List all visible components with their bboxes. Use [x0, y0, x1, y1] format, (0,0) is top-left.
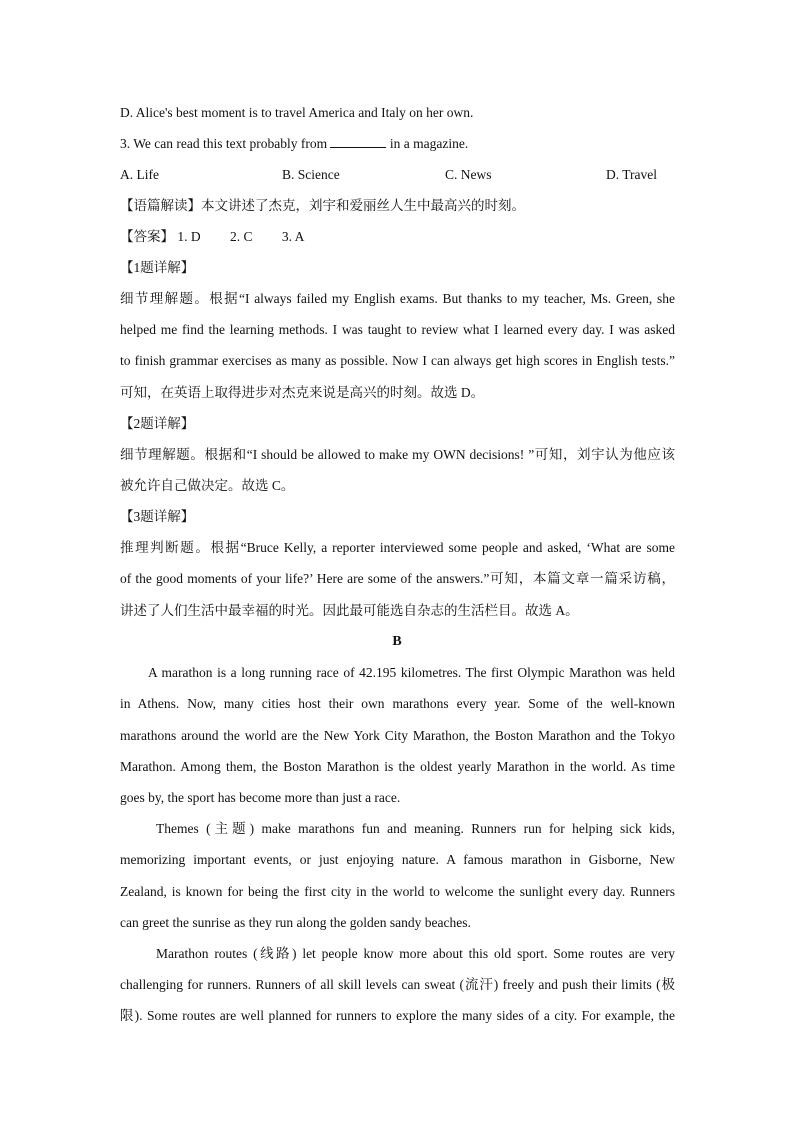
question-3-stem-before: 3. We can read this text probably from	[120, 136, 331, 151]
passage-b-paragraph-3-line: Marathon routes (线路) let people know more about this old sport. Some routes are very	[156, 946, 675, 961]
answer-3: 3. A	[281, 229, 305, 244]
answer-1: 1. D	[177, 229, 201, 244]
question-3-option-d: D. Travel	[606, 167, 658, 182]
detail-3-line: 推理判断题。根据“Bruce Kelly, a reporter interviewed some people and asked, ‘What are some	[120, 540, 675, 555]
detail-2-heading: 【2题详解】	[120, 416, 195, 431]
detail-3-heading: 【3题详解】	[120, 509, 195, 524]
detail-2-line: 细节理解题。根据和“I should be allowed to make my OWN decisions! ”可知，刘宇认为他应该	[120, 447, 675, 462]
passage-b-paragraph-2-line: Zealand, is known for being the first city in the world to welcome the sunlight every day. Runners	[120, 884, 675, 899]
question-3-stem	[120, 134, 675, 154]
question-3-option-a: A. Life	[120, 167, 159, 182]
detail-1-line: to finish grammar exercises as many as possible. Now I can always get high scores in English tests.”	[120, 353, 675, 368]
answer-line	[120, 227, 675, 247]
answer-blank	[330, 135, 386, 148]
passage-b-paragraph-1-line: marathons around the world are the New York City Marathon, the Boston Marathon and the Tokyo	[120, 728, 675, 743]
question-2-option-d: D. Alice's best moment is to travel America and Italy on her own.	[120, 105, 474, 120]
detail-2-line: 被允许自己做决定。故选 C。	[120, 478, 295, 493]
detail-1-heading: 【1题详解】	[120, 260, 195, 275]
question-3-option-b: B. Science	[282, 167, 340, 182]
detail-1-line: 可知，在英语上取得进步对杰克来说是高兴的时刻。故选 D。	[120, 385, 485, 400]
passage-b-paragraph-2-line: can greet the sunrise as they run along the golden sandy beaches.	[120, 915, 471, 930]
passage-b-paragraph-1-line: A marathon is a long running race of 42.195 kilometres. The first Olympic Marathon was held	[148, 665, 675, 680]
detail-1-line: helped me find the learning methods. I was taught to review what I learned every day. I was asked	[120, 322, 675, 337]
passage-b-paragraph-2-line: memorizing important events, or just enjoying nature. A famous marathon in Gisborne, New	[120, 852, 675, 867]
passage-b-paragraph-1-line: goes by, the sport has become more than just a race.	[120, 790, 401, 805]
passage-b-paragraph-3-line: 限). Some routes are well planned for runners to explore the many sides of a city. For example, the	[120, 1008, 675, 1023]
detail-1-line: 细节理解题。根据“I always failed my English exams. But thanks to my teacher, Ms. Green, she	[120, 291, 675, 306]
passage-reading-summary: 【语篇解读】本文讲述了杰克，刘宇和爱丽丝人生中最高兴的时刻。	[120, 198, 525, 213]
answer-2: 2. C	[230, 229, 253, 244]
question-3-stem-after: in a magazine.	[386, 136, 469, 151]
detail-3-line: of the good moments of your life?’ Here are some of the answers.”可知，本篇文章一篇采访稿，	[120, 571, 675, 586]
passage-b-paragraph-3-line: challenging for runners. Runners of all skill levels can sweat (流汗) freely and push their limits (极	[120, 977, 675, 992]
answer-label: 【答案】	[120, 229, 174, 244]
question-3-option-c: C. News	[445, 167, 492, 182]
section-b-heading: B	[392, 634, 402, 649]
passage-b-paragraph-2-line: Themes (主题) make marathons fun and meaning. Runners run for helping sick kids,	[156, 821, 675, 836]
passage-b-paragraph-1-line: in Athens. Now, many cities host their own marathons every year. Some of the well-known	[120, 696, 675, 711]
detail-3-line: 讲述了人们生活中最幸福的时光。因此最可能选自杂志的生活栏目。故选 A。	[120, 603, 579, 618]
passage-b-paragraph-1-line: Marathon. Among them, the Boston Marathon is the oldest yearly Marathon in the world. As time	[120, 759, 675, 774]
